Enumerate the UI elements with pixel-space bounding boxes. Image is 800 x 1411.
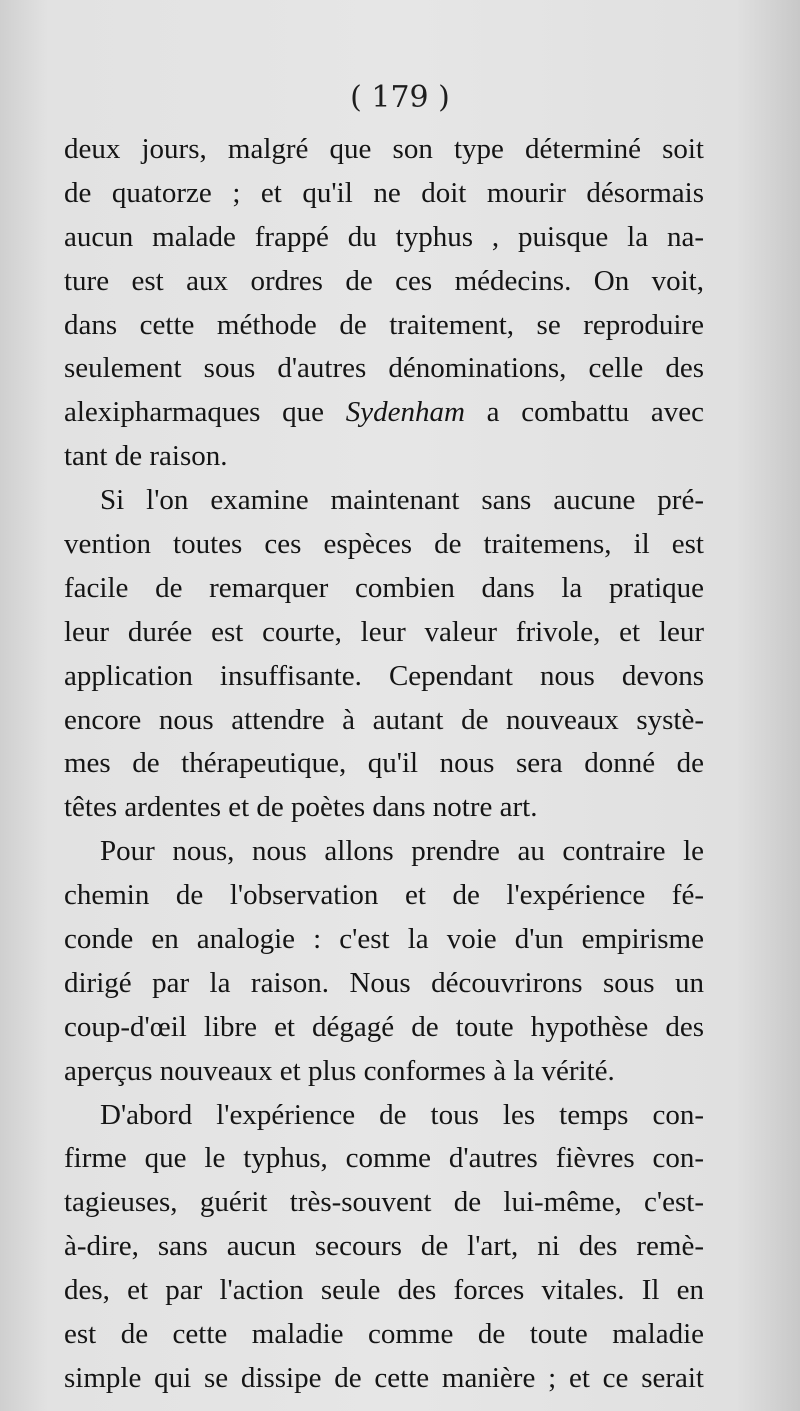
- text-line: aucun malade frappé du typhus , puisque la na-: [64, 220, 704, 253]
- page-number: ( 179 ): [350, 80, 450, 115]
- text-segment: a combattu avec: [464, 396, 705, 429]
- text-line: simple qui se dissipe de cette manière ; et ce serait: [64, 1361, 704, 1394]
- author-name-italic: Sydenham: [345, 396, 465, 429]
- text-line: de quatorze ; et qu'il ne doit mourir désormais: [64, 176, 704, 209]
- text-line: conde en analogie : c'est la voie d'un empirisme: [64, 923, 704, 956]
- text-line: facile de remarquer combien dans la pratique: [64, 571, 704, 604]
- paragraph-end-line: têtes ardentes et de poètes dans notre art.: [64, 791, 538, 824]
- paragraph-start-line: D'abord l'expérience de tous les temps con-: [100, 1098, 704, 1131]
- text-line: leur durée est courte, leur valeur frivole, et leur: [64, 615, 704, 648]
- text-line: des, et par l'action seule des forces vitales. Il en: [64, 1274, 704, 1307]
- text-line: est de cette maladie comme de toute maladie: [64, 1318, 704, 1351]
- text-line: à-dire, sans aucun secours de l'art, ni des remè-: [64, 1230, 704, 1263]
- text-line: deux jours, malgré que son type déterminé soit: [64, 133, 704, 165]
- text-line: dans cette méthode de traitement, se reproduire: [64, 308, 704, 341]
- text-line: firme que le typhus, comme d'autres fièvres con-: [64, 1142, 704, 1175]
- text-line-with-italic: [64, 391, 704, 435]
- text-line: encore nous attendre à autant de nouveaux systè-: [64, 703, 704, 736]
- body-text: [64, 128, 704, 1401]
- text-line: application insuffisante. Cependant nous devons: [64, 659, 704, 692]
- text-segment: alexipharmaques que: [64, 396, 346, 429]
- text-line: chemin de l'observation et de l'expérience fé-: [64, 879, 704, 912]
- text-line: vention toutes ces espèces de traitemens, il est: [64, 528, 704, 561]
- text-line: dirigé par la raison. Nous découvrirons sous un: [64, 966, 704, 999]
- text-line: ture est aux ordres de ces médecins. On voit,: [64, 264, 704, 297]
- text-line: tagieuses, guérit très-souvent de lui-même, c'est-: [64, 1186, 704, 1219]
- paragraph-end-line: tant de raison.: [64, 440, 228, 473]
- text-line: coup-d'œil libre et dégagé de toute hypothèse des: [64, 1010, 704, 1043]
- paragraph-end-line: aperçus nouveaux et plus conformes à la vérité.: [64, 1054, 615, 1087]
- paragraph-start-line: Pour nous, nous allons prendre au contraire le: [100, 835, 704, 868]
- text-line: seulement sous d'autres dénominations, celle des: [64, 352, 704, 385]
- paragraph-start-line: Si l'on examine maintenant sans aucune pré-: [100, 484, 704, 517]
- text-line: mes de thérapeutique, qu'il nous sera donné de: [64, 747, 704, 780]
